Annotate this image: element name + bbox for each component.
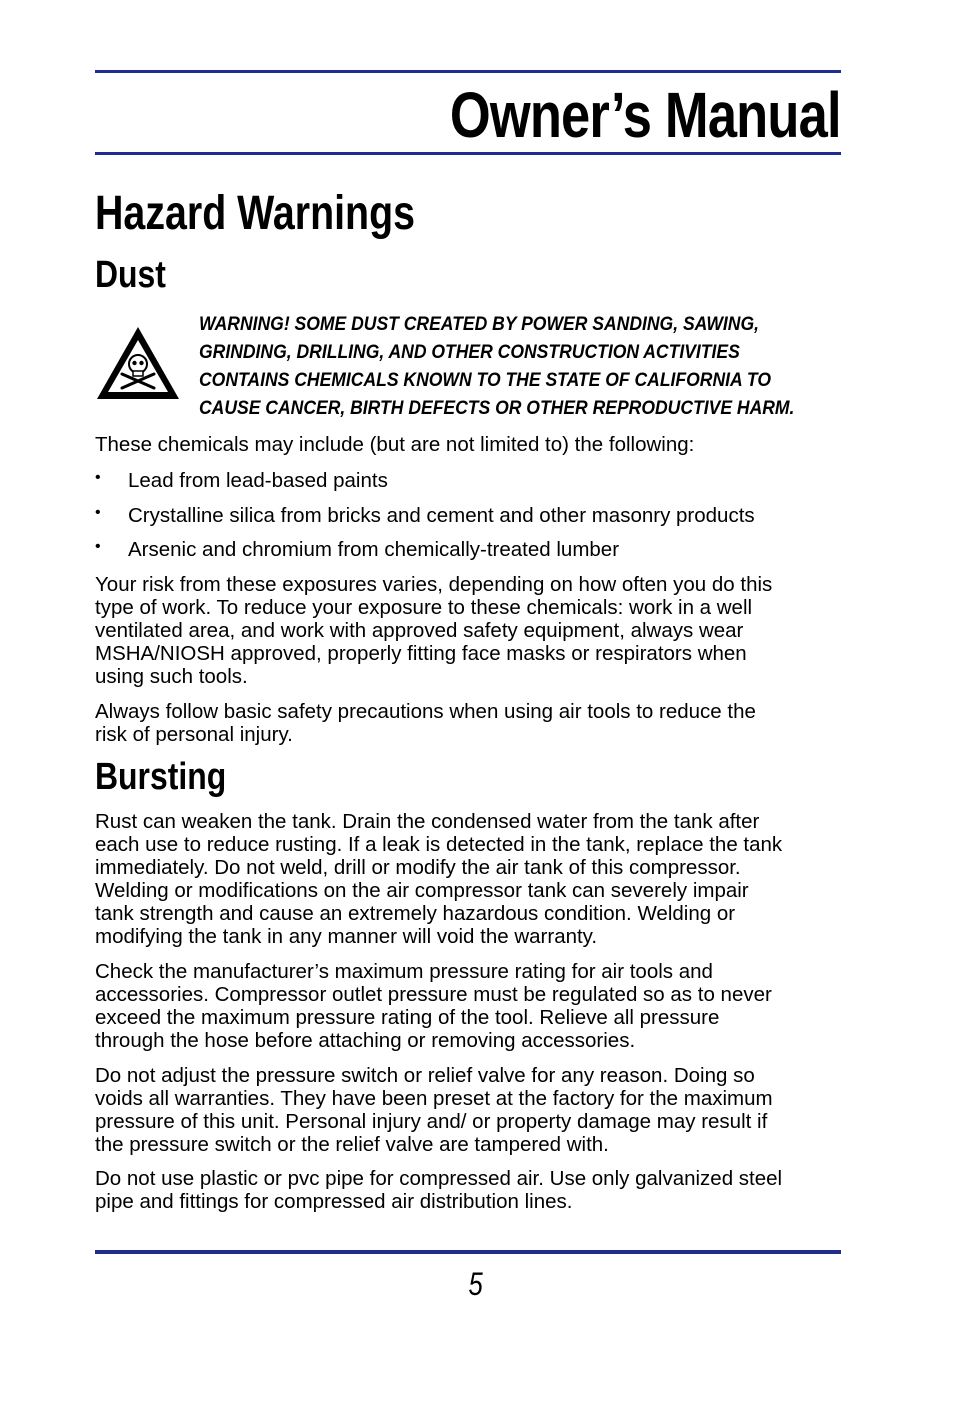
document-title: Owner’s Manual xyxy=(450,79,841,151)
section-title: Hazard Warnings xyxy=(95,187,416,240)
header-bottom-rule xyxy=(95,152,841,155)
skull-crossbones-warning-icon xyxy=(94,324,182,402)
warning-line: CAUSE CANCER, BIRTH DEFECTS OR OTHER REPRODUCTIVE HARM. xyxy=(199,397,795,419)
pipe-paragraph: Do not use plastic or pvc pipe for compressed air. Use only galvanized steel pipe and fittings for compressed air distribution lines. xyxy=(95,1167,783,1213)
exposure-paragraph: Your risk from these exposures varies, depending on how often you do this type of work. To reduce your exposure to these chemicals: work in a well ventilated area, and work with approved safety equipment, always wear MSHA/NIOSH approved, properly fitting face masks or respirators when using such tools. xyxy=(95,573,773,688)
california-warning xyxy=(199,310,795,422)
warning-line: GRINDING, DRILLING, AND OTHER CONSTRUCTION ACTIVITIES xyxy=(199,341,740,363)
rust-paragraph: Rust can weaken the tank. Drain the condensed water from the tank after each use to reduce rusting. If a leak is detected in the tank, replace the tank immediately. Do not weld, drill or modify the air tank of this compressor. Welding or modifications on the air compressor tank can severely impair tank strength and cause an extremely hazardous condition. Welding or modifying the tank in any manner will void the warranty. xyxy=(95,810,783,948)
pressure-rating-paragraph: Check the manufacturer’s maximum pressure rating for air tools and accessories. Compressor outlet pressure must be regulated so as to never exceed the maximum pressure rating of the tool. Relieve all pressure through the hose before attaching or removing accessories. xyxy=(95,960,772,1052)
chemicals-intro: These chemicals may include (but are not limited to) the following: xyxy=(95,433,695,456)
pressure-switch-paragraph: Do not adjust the pressure switch or relief valve for any reason. Doing so voids all warranties. They have been preset at the factory for the maximum pressure of this unit. Personal injury and/ or property damage may result if the pressure switch or the relief valve are tampered with. xyxy=(95,1064,773,1156)
warning-line: CONTAINS CHEMICALS KNOWN TO THE STATE OF CALIFORNIA TO xyxy=(199,369,771,391)
warning-line: WARNING! SOME DUST CREATED BY POWER SANDING, SAWING, xyxy=(199,313,760,335)
list-item-text: Crystalline silica from bricks and cement and other masonry products xyxy=(128,504,755,527)
list-item-text: Arsenic and chromium from chemically-treated lumber xyxy=(128,538,620,561)
header-top-rule xyxy=(95,70,841,73)
list-item-text: Lead from lead-based paints xyxy=(128,469,388,492)
page-number: 5 xyxy=(468,1266,483,1302)
safety-paragraph: Always follow basic safety precautions when using air tools to reduce the risk of personal injury. xyxy=(95,700,756,746)
footer-rule xyxy=(95,1250,841,1254)
bursting-heading: Bursting xyxy=(95,756,227,798)
dust-heading: Dust xyxy=(95,254,166,296)
